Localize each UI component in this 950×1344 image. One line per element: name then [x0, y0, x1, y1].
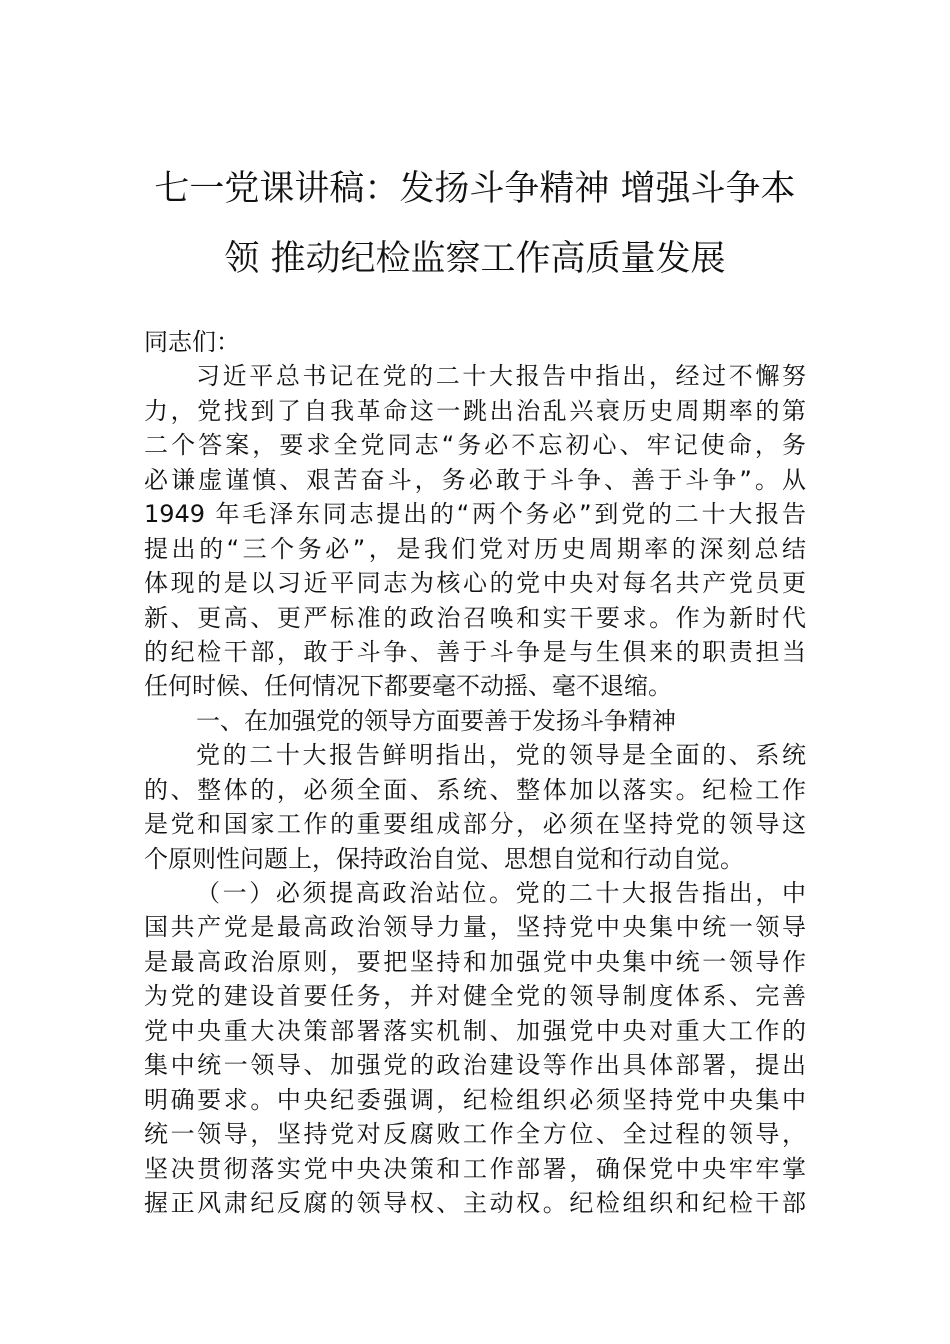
paragraph-line: 力，党找到了自我革命这一跳出治乱兴衰历史周期率的第 [144, 396, 806, 425]
paragraph-line: 握正风肃纪反腐的领导权、主动权。纪检组织和纪检干部 [144, 1188, 806, 1217]
document-title-line-2: 领 推动纪检监察工作高质量发展 [224, 239, 726, 279]
paragraph-line: 坚决贯彻落实党中央决策和工作部署，确保党中央牢牢掌 [144, 1154, 806, 1183]
paragraph-line: 提出的“三个务必”，是我们党对历史周期率的深刻总结 [144, 534, 806, 563]
subsection-line: （一）必须提高政治站位。党的二十大报告指出，中 [196, 879, 806, 907]
paragraph-line: 的纪检干部，敢于斗争、善于斗争是与生俱来的职责担当 [144, 637, 806, 666]
paragraph-line: 是党和国家工作的重要组成部分，必须在坚持党的领导这 [144, 810, 806, 839]
paragraph-line: 新、更高、更严标准的政治召唤和实干要求。作为新时代 [144, 603, 806, 632]
section-heading: 一、在加强党的领导方面要善于发扬斗争精神 [196, 706, 676, 735]
paragraph-line: 任何时候、任何情况下都要毫不动摇、毫不退缩。 [144, 672, 672, 701]
salutation: 同志们： [144, 328, 240, 356]
paragraph-line: 个原则性问题上，保持政治自觉、思想自觉和行动自觉。 [144, 844, 744, 873]
paragraph-line: 明确要求。中央纪委强调，纪检组织必须坚持党中央集中 [144, 1085, 806, 1114]
paragraph-line: 必谦虚谨慎、艰苦奋斗，务必敢于斗争、善于斗争”。从 [144, 465, 806, 494]
paragraph-line: 国共产党是最高政治领导力量，坚持党中央集中统一领导 [144, 913, 806, 942]
paragraph-line: 是最高政治原则，要把坚持和加强党中央集中统一领导作 [144, 947, 806, 976]
paragraph-line: 习近平总书记在党的二十大报告中指出，经过不懈努 [196, 362, 806, 391]
paragraph-line: 1949 年毛泽东同志提出的“两个务必”到党的二十大报告 [144, 500, 806, 529]
paragraph-line: 党的二十大报告鲜明指出，党的领导是全面的、系统 [196, 741, 806, 770]
document-body [144, 325, 806, 1220]
paragraph-line: 统一领导，坚持党对反腐败工作全方位、全过程的领导， [144, 1120, 806, 1149]
paragraph-line: 党中央重大决策部署落实机制、加强党中央对重大工作的 [144, 1016, 806, 1045]
paragraph-line: 体现的是以习近平同志为核心的党中央对每名共产党员更 [144, 569, 806, 598]
paragraph-line: 集中统一领导、加强党的政治建设等作出具体部署，提出 [144, 1051, 806, 1080]
paragraph-line: 的、整体的，必须全面、系统、整体加以落实。纪检工作 [144, 775, 806, 804]
document-title-line-1: 七一党课讲稿：发扬斗争精神 增强斗争本 [154, 169, 796, 209]
paragraph-line: 为党的建设首要任务，并对健全党的领导制度体系、完善 [144, 982, 806, 1011]
paragraph-line: 二个答案，要求全党同志“务必不忘初心、牢记使命，务 [144, 431, 806, 460]
